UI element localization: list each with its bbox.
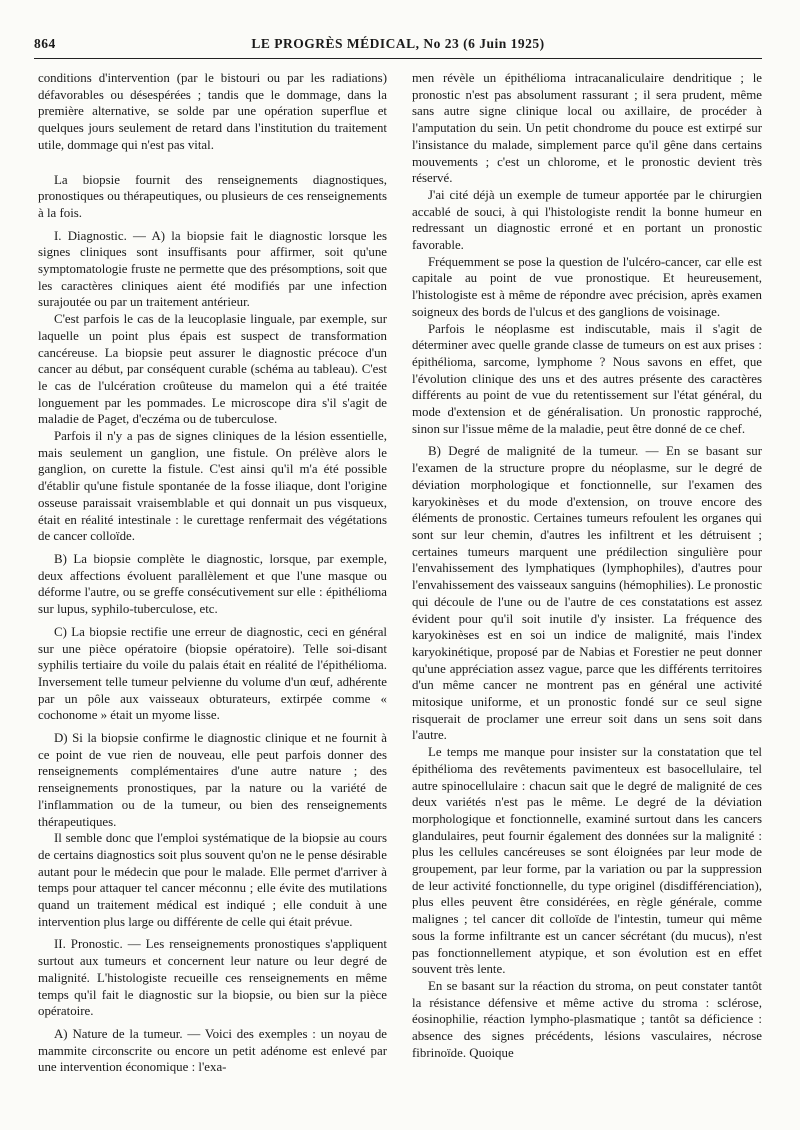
paragraph: C'est parfois le cas de la leucoplasie linguale, par exemple, sur laquelle un point plus épais est suspect de transformation cancéreuse. La biopsie peut assurer le diagnostic précoce d'un cancer au début, par conséquent curable (schéma au tableau). C'est le cas de l'ulcération croûteuse du mamelon qui a été traitée longuement par les pommades. Le microscope dira s'il s'agit de maladie de Paget, d'eczéma ou de tuberculose. (38, 312, 387, 427)
paragraph: Parfois il n'y a pas de signes cliniques de la lésion essentielle, mais seulement un ganglion, une fistule. On prélève alors le ganglion, on curette la fistule. C'est ainsi qu'il m'a été possible d'établir qu'une fistule spontanée de la fosse iliaque, dont l'origine osseuse paraissait vraisemblable et qui donnait un pus visqueux, était en réalité intestinale : le curettage renfermait des végétations de cancer colloïde. (38, 429, 387, 544)
paragraph: J'ai cité déjà un exemple de tumeur apportée par le chirurgien accablé de souci, à qui l'histologiste rendit la bonne humeur en redressant un diagnostic erroné et en portant un pronostic favorable. (412, 187, 762, 253)
page-number: 864 (34, 36, 56, 51)
paragraph: A) Nature de la tumeur. — Voici des exemples : un noyau de mammite circonscrite ou encore un petit adénome est enlevé par une intervention économique : l'exa- (38, 1026, 387, 1075)
right-column (412, 70, 762, 1061)
page-header (34, 36, 762, 56)
left-column (38, 70, 387, 1076)
journal-title: LE PROGRÈS MÉDICAL, No 23 (6 Juin 1925) (251, 36, 545, 51)
section-heading-pronostic: II. Pronostic. — Les renseignements pronostiques s'appliquent surtout aux tumeurs et concernent leur nature ou leur degré de malignité. L'histologiste recueille ces renseignements en même temps qu'il fait le diagnostic sur la biopsie, ou bien sur la pièce opératoire. (38, 937, 387, 1019)
header-rule (34, 58, 762, 59)
paragraph: En se basant sur la réaction du stroma, on peut constater tantôt la résistance défensive et même active du stroma : sclérose, éosinophilie, réaction lympho-plasmatique ; tantôt sa déficience : absence des signes précédents, lésions vasculaires, nécrose fibrinoïde. Quoique (412, 978, 762, 1060)
paragraph: B) La biopsie complète le diagnostic, lorsque, par exemple, deux affections évoluent parallèlement et que l'une masque ou déforme l'autre, ou se greffe consécutivement sur elle : épithélioma sur lupus, syphilo-tuberculose, etc. (38, 551, 387, 617)
section-heading-diagnostic: I. Diagnostic. — A) la biopsie fait le diagnostic lorsque les signes cliniques sont insuffisants pour affirmer, soit qu'une symptomatologie fruste ne permette que des présomptions, soit que les caractères cliniques aient été modifiés par une infection surajoutée ou par un traitement antérieur. (38, 228, 387, 310)
paragraph: conditions d'intervention (par le bistouri ou par les radiations) défavorables ou désespérées ; tandis que le dommage, dans la première alternative, se solde par une opération superflue et quelques jours seulement de retard dans l'institution du traitement utile, dommage qui n'est pas vital. (38, 71, 387, 152)
paragraph: Fréquemment se pose la question de l'ulcéro-cancer, car elle est capitale au point de vue pronostique. Et heureusement, l'histologiste est à même de répondre avec précision, après examen soigneux des bords de l'ulcus et des ganglions de voisinage. (412, 254, 762, 319)
paragraph: Parfois le néoplasme est indiscutable, mais il s'agit de déterminer avec quelle grande classe de tumeurs on est aux prises : épithélioma, sarcome, lymphome ? Nous savons en effet, que l'évolution clinique des uns et des autres présente des caractères différents au point de vue du retentissement sur l'état général, du mode d'extension et de généralisation. Un pronostic rapproché, sinon sur l'issue même de la maladie, peut être donné de ce chef. (412, 321, 762, 436)
paragraph: D) Si la biopsie confirme le diagnostic clinique et ne fournit à ce point de vue rien de nouveau, elle peut parfois donner des renseignements complémentaires d'une autre nature ; des renseignements pronostiques, par la nature ou la variété de l'inflammation ou de la tumeur, ou bien des renseignements thérapeutiques. (38, 731, 387, 829)
paragraph: B) Degré de malignité de la tumeur. — En se basant sur l'examen de la structure propre du néoplasme, sur le degré de déviation morphologique et fonctionnelle, sur l'examen des karyokinèses et du mode d'extension, on trouve encore des éléments de pronostic. Certaines tumeurs refoulent les organes qui sont sur leur chemin, d'autres les infiltrent et les détruisent ; certaines tumeurs marquent une prédilection singulière pour l'envahissement des lymphatiques (lymphophiles), d'autres pour l'envahissement des vaisseaux sanguins (hémophilies). Le pronostic qui découle de l'une ou de l'autre de ces constatations est assez évident pour qu'il soit inutile d'y insister. La fréquence des karyokinèses est en soi un indice de malignité, mais l'index karyokinétique, proposé par de Nabias et Forestier ne peut donner qu'une appréciation assez vague, parce que les différents territoires d'un même cancer ne montrent pas en général une activité mitosique uniforme, et un pronostic fondé sur ce seul signe risquerait de proclamer une erreur soit dans un sens soit dans l'autre. (412, 444, 762, 743)
paragraph: Le temps me manque pour insister sur la constatation que tel épithélioma des revêtements pavimenteux est basocellulaire, tel autre spinocellulaire : chacun sait que le degré de malignité de ces deux variétés n'est pas le même. Le degré de la déviation morphologique et fonctionnelle, examiné surtout dans les cancers glandulaires, peut fournir également des données sur la malignité : plus les cellules cancéreuses se sont éloignées par leur mode de groupement, par leur forme, par la variation ou par la suppression de leur activité fonctionnelle, du type originel (disdifférenciation), plus elles peuvent être considérées, en règle générale, comme malignes ; tel cancer dit colloïde de l'intestin, tumeur qui même sous la forme infiltrante est un cancer sécrétant (du mucus), n'est pas fonctionnellement atypique, et son évolution est en effet souvent très lente. (412, 745, 762, 977)
paragraph: La biopsie fournit des renseignements diagnostiques, pronostiques ou thérapeutiques, ou plusieurs de ces renseignements à la fois. (38, 172, 387, 220)
paragraph: C) La biopsie rectifie une erreur de diagnostic, ceci en général sur une pièce opératoire (biopsie opératoire). Telle soi-disant syphilis tertiaire du voile du palais était en réalité de l'épithélioma. Inversement telle tumeur pelvienne du volume d'un œuf, adhérente par un pôle aux vaisseaux obturateurs, extirpée comme « cochonome » était un myome lisse. (38, 624, 387, 723)
paragraph: Il semble donc que l'emploi systématique de la biopsie au cours de certains diagnostics soit plus souvent qu'on ne le pense désirable autant pour le médecin que pour le malade. Elle permet d'arriver à temps pour attaquer tel cancer méconnu ; elle évite des mutilations quand un traitement médical est indiqué ; elle conduit à une intervention plus large ou différente de celle qui était prévue. (38, 831, 387, 929)
paragraph: men révèle un épithélioma intracanaliculaire dendritique ; le pronostic n'est pas absolument rassurant ; il sera prudent, même sans autre signe clinique local ou axillaire, de procéder à l'amputation du sein. Un petit chondrome du pouce est extirpé sur l'insistance du malade, simplement parce qu'il gêne dans certains mouvements ; c'est un chlorome, et le pronostic devient très réservé. (412, 71, 762, 186)
